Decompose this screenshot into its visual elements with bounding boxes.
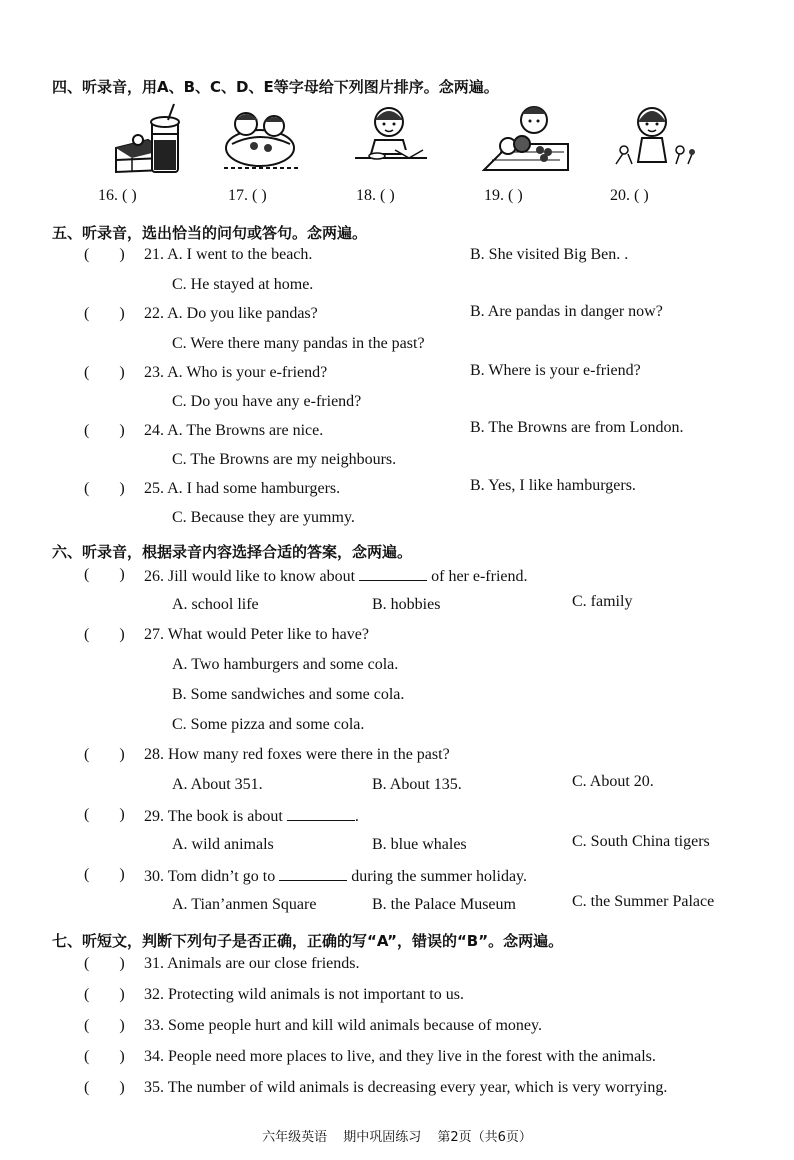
- answer-bracket-21[interactable]: ( ): [84, 246, 125, 263]
- girl-eating-icon: [345, 100, 437, 180]
- answer-bracket-22[interactable]: ( ): [84, 305, 125, 322]
- section-7-title: 七、听短文，判断下列句子是否正确，正确的写“A”，错误的“B”。念两遍。: [52, 932, 564, 950]
- q24-option-b: B. The Browns are from London.: [470, 419, 684, 436]
- q26-stem: 26. Jill would like to know about of her e-friend.: [144, 568, 528, 585]
- q28-stem: 28. How many red foxes were there in the past?: [144, 746, 450, 763]
- answer-blank[interactable]: [359, 566, 427, 581]
- answer-bracket-30[interactable]: ( ): [84, 866, 125, 883]
- section-4-title: 四、听录音，用A、B、C、D、E等字母给下列图片排序。念两遍。: [52, 78, 499, 96]
- cake-and-drink-icon: [108, 100, 200, 180]
- footer-grade: 六年级英语: [262, 1130, 328, 1145]
- q34-statement: 34. People need more places to live, and they live in the forest with the animals.: [144, 1048, 656, 1065]
- q33-statement: 33. Some people hurt and kill wild animals because of money.: [144, 1017, 542, 1034]
- q27-option-b: B. Some sandwiches and some cola.: [172, 686, 405, 703]
- q27-option-c: C. Some pizza and some cola.: [172, 716, 365, 733]
- page-footer: [0, 1126, 794, 1145]
- answer-18[interactable]: 18. ( ): [356, 187, 395, 204]
- q27-stem: 27. What would Peter like to have?: [144, 626, 369, 643]
- footer-page-number: 第2页（共6页）: [437, 1130, 532, 1145]
- q21-option-b: B. She visited Big Ben. .: [470, 246, 629, 263]
- fruit-basket-icon: [480, 100, 572, 180]
- q22-option-b: B. Are pandas in danger now?: [470, 303, 663, 320]
- children-eating-icon: [214, 100, 306, 180]
- answer-20[interactable]: 20. ( ): [610, 187, 649, 204]
- q29-option-a: A. wild animals: [172, 836, 274, 853]
- q26-option-b: B. hobbies: [372, 596, 441, 613]
- answer-blank[interactable]: [287, 806, 355, 821]
- footer-title: 期中巩固练习: [343, 1130, 422, 1145]
- answer-blank[interactable]: [279, 866, 347, 881]
- answer-bracket-23[interactable]: ( ): [84, 364, 125, 381]
- q30-option-c: C. the Summer Palace: [572, 893, 715, 910]
- q21-option-a: 21. A. I went to the beach.: [144, 246, 313, 263]
- answer-bracket-25[interactable]: ( ): [84, 480, 125, 497]
- q30-option-a: A. Tian’anmen Square: [172, 896, 317, 913]
- answer-bracket-28[interactable]: ( ): [84, 746, 125, 763]
- answer-bracket-33[interactable]: ( ): [84, 1017, 125, 1034]
- answer-19[interactable]: 19. ( ): [484, 187, 523, 204]
- answer-17[interactable]: 17. ( ): [228, 187, 267, 204]
- q30-stem: 30. Tom didn’t go to during the summer holiday.: [144, 868, 528, 885]
- q21-option-c: C. He stayed at home.: [172, 276, 314, 293]
- q27-option-a: A. Two hamburgers and some cola.: [172, 656, 399, 673]
- answer-bracket-31[interactable]: ( ): [84, 955, 125, 972]
- q23-option-c: C. Do you have any e-friend?: [172, 393, 362, 410]
- q22-option-c: C. Were there many pandas in the past?: [172, 335, 425, 352]
- answer-bracket-26[interactable]: ( ): [84, 566, 125, 583]
- answer-bracket-32[interactable]: ( ): [84, 986, 125, 1003]
- q25-option-c: C. Because they are yummy.: [172, 509, 355, 526]
- q24-option-a: 24. A. The Browns are nice.: [144, 422, 324, 439]
- q29-option-b: B. blue whales: [372, 836, 467, 853]
- q28-option-c: C. About 20.: [572, 773, 654, 790]
- girl-with-flowers-icon: [606, 100, 698, 180]
- q29-stem: 29. The book is about .: [144, 808, 359, 825]
- q28-option-b: B. About 135.: [372, 776, 462, 793]
- q30-option-b: B. the Palace Museum: [372, 896, 516, 913]
- q35-statement: 35. The number of wild animals is decreasing every year, which is very worrying.: [144, 1079, 668, 1096]
- answer-bracket-34[interactable]: ( ): [84, 1048, 125, 1065]
- answer-bracket-29[interactable]: ( ): [84, 806, 125, 823]
- q22-option-a: 22. A. Do you like pandas?: [144, 305, 318, 322]
- q24-option-c: C. The Browns are my neighbours.: [172, 451, 397, 468]
- q31-statement: 31. Animals are our close friends.: [144, 955, 360, 972]
- q26-option-c: C. family: [572, 593, 633, 610]
- q28-option-a: A. About 351.: [172, 776, 263, 793]
- answer-16[interactable]: 16. ( ): [98, 187, 137, 204]
- answer-bracket-24[interactable]: ( ): [84, 422, 125, 439]
- answer-bracket-35[interactable]: ( ): [84, 1079, 125, 1096]
- q29-option-c: C. South China tigers: [572, 833, 710, 850]
- q23-option-b: B. Where is your e-friend?: [470, 362, 641, 379]
- q26-option-a: A. school life: [172, 596, 259, 613]
- q32-statement: 32. Protecting wild animals is not important to us.: [144, 986, 464, 1003]
- section-5-title: 五、听录音，选出恰当的问句或答句。念两遍。: [52, 224, 368, 242]
- section-6-title: 六、听录音，根据录音内容选择合适的答案，念两遍。: [52, 543, 413, 561]
- answer-bracket-27[interactable]: ( ): [84, 626, 125, 643]
- q25-option-b: B. Yes, I like hamburgers.: [470, 477, 636, 494]
- q23-option-a: 23. A. Who is your e-friend?: [144, 364, 328, 381]
- q25-option-a: 25. A. I had some hamburgers.: [144, 480, 341, 497]
